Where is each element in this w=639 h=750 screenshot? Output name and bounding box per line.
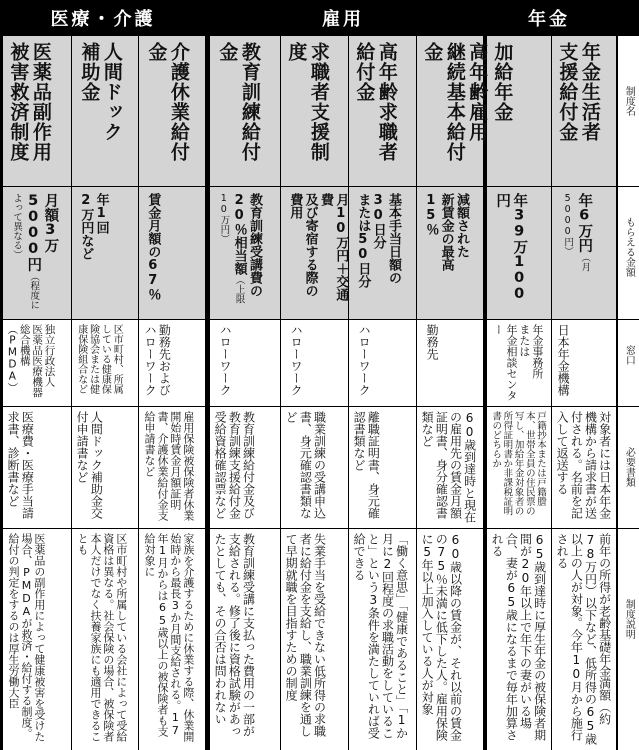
description-cell: 「働く意思」「健康であること」「1か月に2回程度の求職活動をしていること」という3条件を満たしていれば受給できる: [349, 529, 416, 750]
system-name-cell: 年金生活者 支援給付金: [552, 36, 616, 186]
system-name-cell: 教育訓練給付金: [210, 36, 280, 186]
amount-cell: 月額3万5000円（程度によって異なる）: [3, 187, 71, 319]
row-label-description: 制度説明: [617, 529, 639, 750]
system-name-cell: 加給年金: [487, 36, 551, 186]
window-cell: 区市町村、所属している健康保険協会または健康保険組合など: [72, 320, 138, 406]
amount-cell: 年6万円（月5000円）: [552, 187, 616, 319]
description-cell: 教育訓練受講に支払った費用の一部が支給される。修了後に資格試験があったとしても、その合否は問われない: [210, 529, 280, 750]
amount-cell: 年39万100円: [487, 187, 551, 319]
description-cell: 65歳到達時に厚生年金の被保険者期間が20年以上で年下の妻がいる場合、妻が65歳になるまで毎年加算される: [487, 529, 551, 750]
row-label-amount: もらえる金額: [617, 187, 639, 319]
description-cell: 医薬品の副作用によって健康被害を受けた場合、PMDAが救済・給付する制度。給付の判定をするのは厚生労働大臣: [3, 529, 71, 750]
documents-cell: 人間ドック補助金交付申請書など: [72, 407, 138, 528]
window-cell: 勤務先: [417, 320, 483, 406]
row-label-documents: 必要書類: [617, 407, 639, 528]
category-pension: 年金: [528, 9, 570, 30]
documents-cell: 医療費・医療手当請求書、診断書など: [3, 407, 71, 528]
description-cell: 失業手当を受給できない低所得の求職者に給付金を支給し、職業訓練を通して早期就職を目指すための制度: [281, 529, 348, 750]
category-medical-care: 医療・介護: [50, 9, 156, 30]
documents-cell: 雇用保険被保険者休業開始時賃金月額証明書、介護休業給付金支給申請書など: [139, 407, 205, 528]
amount-cell: 年1回 2万円など: [72, 187, 138, 319]
amount-cell: 基本手当日額の 30日分 または50日分: [349, 187, 416, 319]
system-name-cell: 高年齢求職者 給付金: [349, 36, 416, 186]
documents-cell: 戸籍抄本または戸籍謄本、世帯全員の住民票の写し、加給年金対象者の所得証明書か非課税証明書のどちらか: [487, 407, 551, 528]
window-cell: ハローワーク: [210, 320, 280, 406]
window-cell: 勤務先および ハローワーク: [139, 320, 205, 406]
window-cell: 独立行政法人 医薬品医療機器総合機構 （PMDA）: [3, 320, 71, 406]
row-label-window: 窓口: [617, 320, 639, 406]
documents-cell: 離職証明書、身元確認書類など: [349, 407, 416, 528]
window-cell: ハローワーク: [281, 320, 348, 406]
description-cell: 60歳以降の賃金が、それ以前の賃金の75％未満に低下した人。雇用保険に5年以上加入している人が対象: [417, 529, 483, 750]
window-cell: ハローワーク: [349, 320, 416, 406]
amount-cell: 教育訓練受講費の 20％相当額（上限10万円）: [210, 187, 280, 319]
documents-cell: 職業訓練の受講申込書、身元確認書類など: [281, 407, 348, 528]
system-name-cell: 高年齢雇用 継続基本給付金: [417, 36, 483, 186]
amount-cell: 賃金月額の67％: [139, 187, 205, 319]
category-employment: 雇用: [322, 9, 364, 30]
documents-cell: 教育訓練給付金及び教育訓練支援給付金受給資格確認票など: [210, 407, 280, 528]
window-cell: 日本年金機構: [552, 320, 616, 406]
description-cell: 前年の所得が老齢基礎年金満額（約78万円）以下など、低所得の65歳以上の人が対象。今年10月から施行される: [552, 529, 616, 750]
system-name-cell: 人間ドック 補助金: [72, 36, 138, 186]
system-name-cell: 介護休業給付金: [139, 36, 205, 186]
system-name-cell: 求職者支援制度: [281, 36, 348, 186]
description-cell: 区市町村や所属している会社によって受給資格は異なる。社会保険の場合、被保険者本人だけでなく扶養家族にも適用できることも: [72, 529, 138, 750]
system-name-cell: 医薬品副作用 被害救済制度: [3, 36, 71, 186]
documents-cell: 60歳到達時と現在の雇用先の賃金月額証明書、身分確認書類など: [417, 407, 483, 528]
description-cell: 家族を介護するために休業する際、休業開始時から最長3か月間支給される。17年1月からは65歳以上の被保険者も支給対象に: [139, 529, 205, 750]
amount-cell: 月10万円＋交通費 及び寄宿する際の 費用: [281, 187, 348, 319]
window-cell: 年金事務所 または 年金相談センター: [487, 320, 551, 406]
row-label-system-name: 制度名: [617, 36, 639, 186]
documents-cell: 対象者には日本年金機構から請求書が送付される。名前を記入して返送する: [552, 407, 616, 528]
amount-cell: 減額された 新賃金の最高15％: [417, 187, 483, 319]
